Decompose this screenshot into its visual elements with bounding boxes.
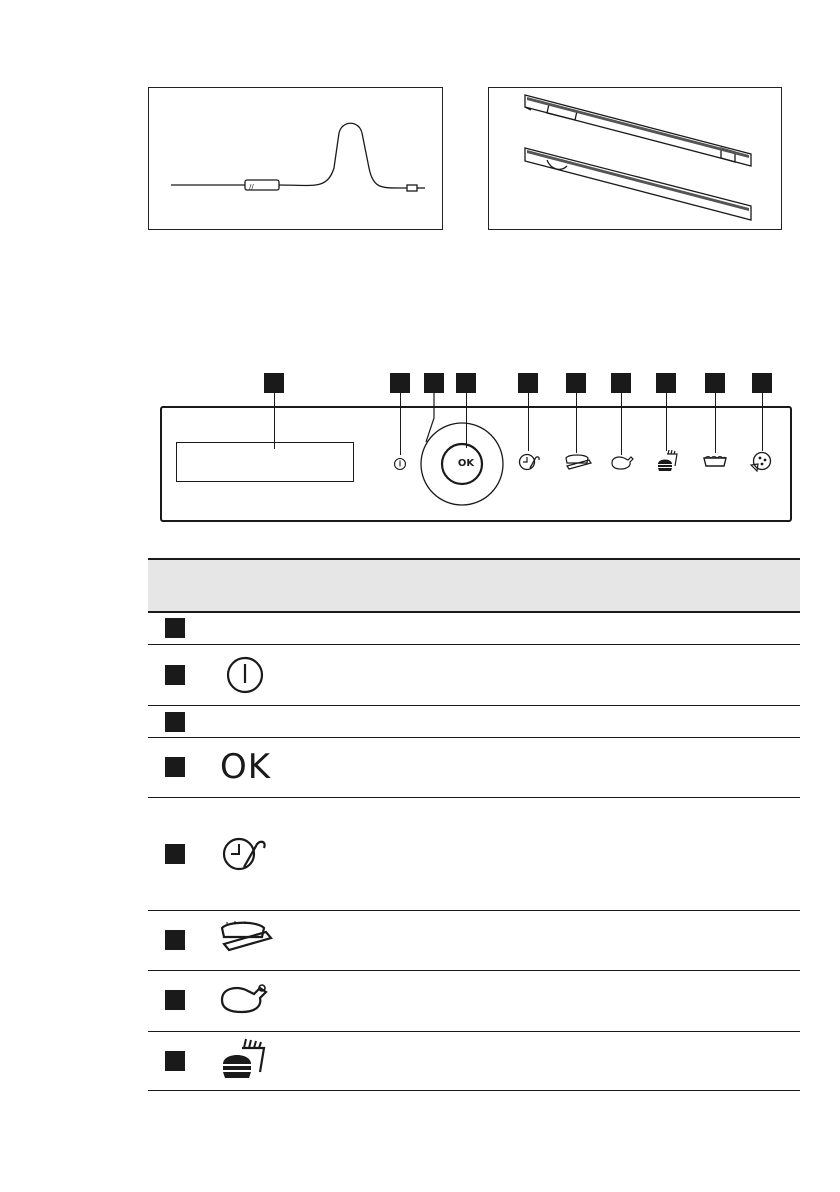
- callout-bread: [566, 373, 586, 393]
- table-rule: [148, 644, 800, 645]
- table-bottom-rule: [148, 1090, 800, 1091]
- table-top-rule: [148, 558, 800, 560]
- poultry-icon: [218, 982, 274, 1016]
- display-screen: [176, 442, 354, 482]
- table-rule: [148, 705, 800, 706]
- callout-control-ring: [424, 373, 444, 393]
- row-marker-on-off: [165, 665, 185, 685]
- callout-display: [264, 373, 284, 393]
- table-rule: [148, 611, 800, 613]
- callout-ok: [456, 373, 476, 393]
- callout-cake: [705, 373, 725, 393]
- bread-icon[interactable]: [563, 454, 593, 472]
- svg-text://: //: [249, 183, 254, 191]
- table-rule: [148, 970, 800, 971]
- callout-poultry: [611, 373, 631, 393]
- table-rule: [148, 910, 800, 911]
- ok-button[interactable]: OK: [457, 458, 475, 469]
- timer-icon[interactable]: [518, 452, 542, 472]
- row-marker-timer: [165, 844, 185, 864]
- cake-icon[interactable]: [703, 454, 727, 468]
- table-rule: [148, 737, 800, 738]
- core-probe-icon: [149, 88, 442, 229]
- telescopic-runners-icon: [489, 88, 781, 229]
- row-marker-convenience: [165, 1051, 185, 1071]
- ok-symbol: OK: [220, 747, 272, 787]
- poultry-icon[interactable]: [609, 453, 637, 471]
- timer-icon: [222, 834, 270, 872]
- callout-pizza: [752, 373, 772, 393]
- table-rule: [148, 797, 800, 798]
- row-marker-bread: [165, 930, 185, 950]
- power-icon[interactable]: [393, 457, 407, 471]
- pizza-icon[interactable]: [749, 451, 773, 473]
- callout-convenience: [656, 373, 676, 393]
- table-rule: [148, 1031, 800, 1032]
- probe-figure: [148, 87, 443, 230]
- row-marker-display: [165, 618, 185, 638]
- table-header: [148, 559, 800, 612]
- row-marker-ok: [165, 757, 185, 777]
- row-marker-control-ring: [165, 712, 185, 732]
- callout-timer: [518, 373, 538, 393]
- row-marker-poultry: [165, 990, 185, 1010]
- burger-fries-icon[interactable]: [656, 450, 682, 474]
- rails-figure: [488, 87, 782, 230]
- bread-icon: [218, 920, 274, 956]
- callout-on-off: [390, 373, 410, 393]
- burger-fries-icon: [220, 1038, 272, 1082]
- power-icon: [225, 655, 265, 695]
